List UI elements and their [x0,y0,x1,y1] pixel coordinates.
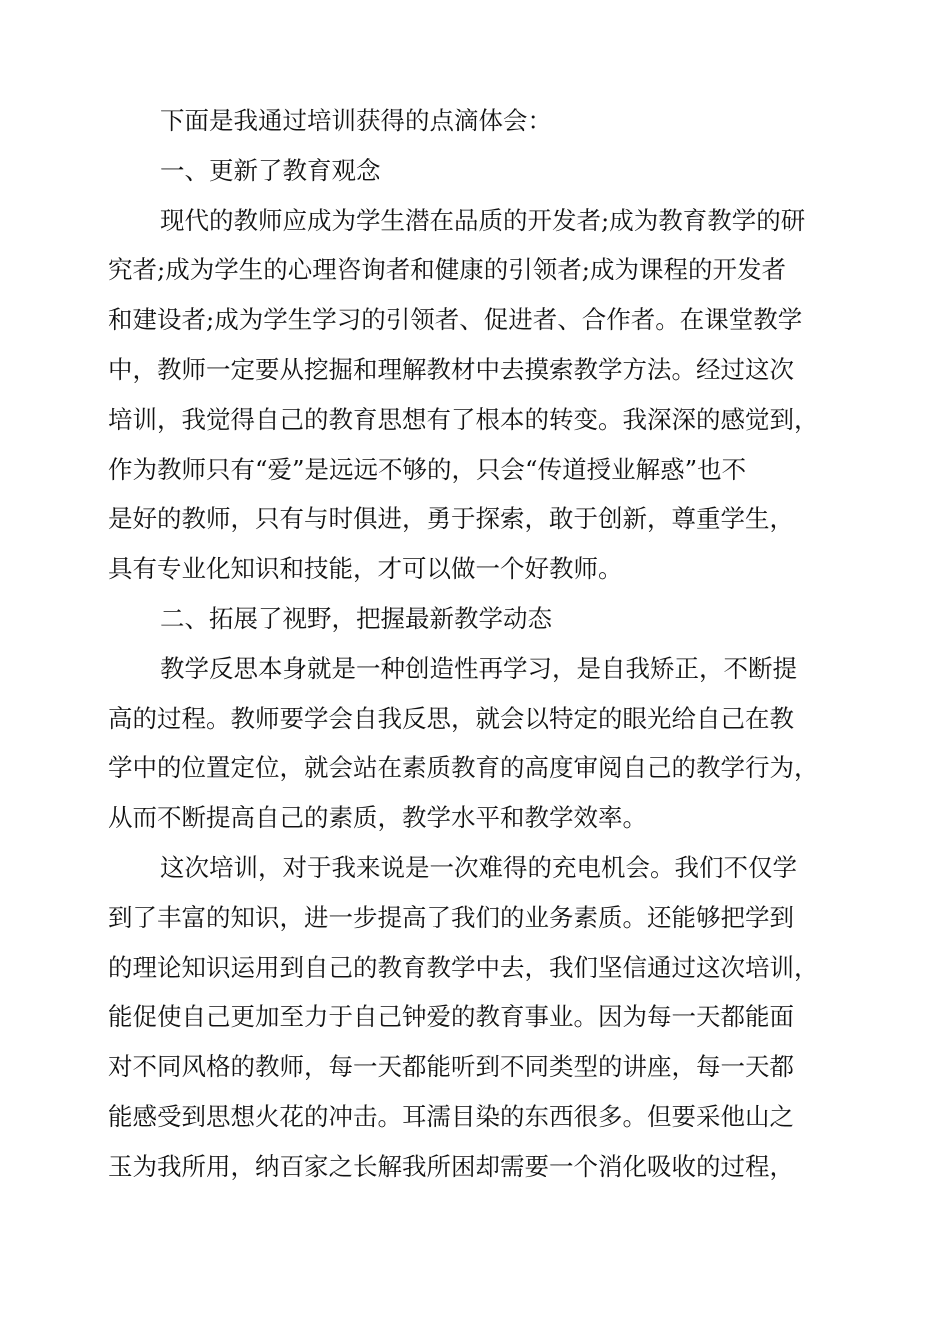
text-line: 玉为我所用，纳百家之长解我所困却需要一个消化吸收的过程， [108,1151,794,1181]
text-line: 二、拓展了视野，把握最新教学动态 [160,603,552,633]
text-line: 到了丰富的知识，进一步提高了我们的业务素质。还能够把学到 [108,902,794,932]
text-line: 高的过程。教师要学会自我反思，就会以特定的眼光给自己在教 [108,703,794,733]
text-line: 和建设者;成为学生学习的引领者、促进者、合作者。在课堂教学 [108,305,803,335]
text-line: 究者;成为学生的心理咨询者和健康的引领者;成为课程的开发者 [108,255,787,285]
text-line: 一、更新了教育观念 [160,155,381,185]
text-line: 能促使自己更加至力于自己钟爱的教育事业。因为每一天都能面 [108,1002,794,1032]
text-line: 现代的教师应成为学生潜在品质的开发者;成为教育教学的研 [160,205,806,235]
text-line: 培训，我觉得自己的教育思想有了根本的转变。我深深的感觉到， [108,404,819,434]
text-line: 的理论知识运用到自己的教育教学中去，我们坚信通过这次培训， [108,952,819,982]
text-line: 对不同风格的教师，每一天都能听到不同类型的讲座，每一天都 [108,1052,794,1082]
text-line: 是好的教师，只有与时俱进，勇于探索，敢于创新，尊重学生， [108,504,794,534]
text-line: 能感受到思想火花的冲击。耳濡目染的东西很多。但要采他山之 [108,1101,794,1131]
text-line: 下面是我通过培训获得的点滴体会： [160,106,552,135]
text-line: 学中的位置定位，就会站在素质教育的高度审阅自己的教学行为， [108,753,819,783]
text-line: 作为教师只有“爱”是远远不够的，只会“传道授业解惑”也不 [108,454,747,484]
text-line: 从而不断提高自己的素质，教学水平和教学效率。 [108,803,647,833]
document-page [108,96,834,1192]
text-line: 具有专业化知识和技能，才可以做一个好教师。 [108,554,623,584]
text-line: 这次培训，对于我来说是一次难得的充电机会。我们不仅学 [160,852,797,882]
text-line: 教学反思本身就是一种创造性再学习，是自我矫正，不断提 [160,653,797,683]
text-line: 中，教师一定要从挖掘和理解教材中去摸索教学方法。经过这次 [108,354,794,384]
